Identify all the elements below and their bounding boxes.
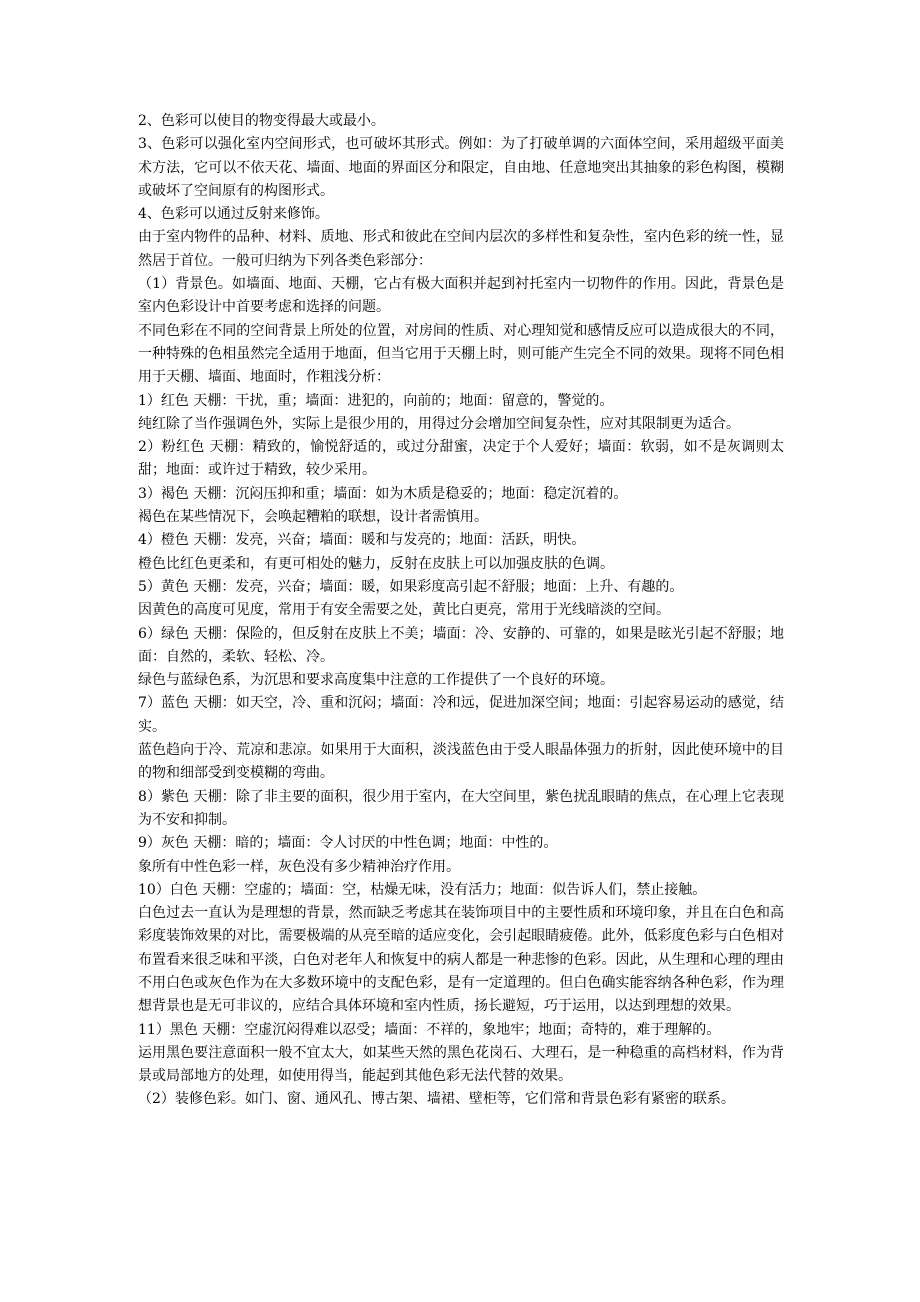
paragraph-gray: 9）灰色 天棚：暗的；墙面：令人讨厌的中性色调；地面：中性的。 <box>138 835 558 852</box>
paragraph-color-reflection: 4、色彩可以通过反射来修饰。 <box>138 206 329 223</box>
paragraph-hue-analysis-intro: 不同色彩在不同的空间背景上所处的位置，对房间的性质、对心理知觉和感情反应可以造成很大的不同，一种特殊的色相虽然完全适用于地面，但当它用于天棚上时，则可能产生完全不同的效果。现将不同色相用于天棚、墙面、地面时，作粗浅分析： <box>138 322 784 386</box>
paragraph-blue-note: 蓝色趋向于冷、荒凉和悲凉。如果用于大面积，淡浅蓝色由于受人眼晶体强力的折射，因此使环境中的目的物和细部受到变模糊的弯曲。 <box>138 742 784 782</box>
paragraph-green-note: 绿色与蓝绿色系，为沉思和要求高度集中注意的工作提供了一个良好的环境。 <box>138 672 614 689</box>
paragraph-purple: 8）紫色 天棚：除了非主要的面积，很少用于室内，在大空间里，紫色扰乱眼睛的焦点，在心理上它表现为不安和抑制。 <box>138 788 784 828</box>
paragraph-green: 6）绿色 天棚：保险的，但反射在皮肤上不美；墙面：冷、安静的、可靠的，如果是眩光引起不舒服；地面：自然的，柔软、轻松、冷。 <box>138 625 784 665</box>
paragraph-decoration-color: （2）装修色彩。如门、窗、通风孔、博古架、墙裙、壁柜等，它们常和背景色彩有紧密的联系。 <box>138 1091 735 1108</box>
paragraph-yellow: 5）黄色 天棚：发亮，兴奋；墙面：暖，如果彩度高引起不舒服；地面：上升、有趣的。 <box>138 578 684 595</box>
paragraph-orange: 4）橙色 天棚：发亮，兴奋；墙面：暖和与发亮的；地面：活跃，明快。 <box>138 532 586 549</box>
paragraph-background-color: （1）背景色。如墙面、地面、天棚，它占有极大面积并起到衬托室内一切物件的作用。因此，背景色是室内色彩设计中首要考虑和选择的问题。 <box>138 276 784 316</box>
paragraph-red: 1）红色 天棚：干扰，重；墙面：进犯的，向前的；地面：留意的，警觉的。 <box>138 392 614 409</box>
paragraph-brown-note: 褐色在某些情况下，会唤起糟粕的联想，设计者需慎用。 <box>138 509 488 526</box>
paragraph-blue: 7）蓝色 天棚：如天空，冷、重和沉闷；墙面：冷和远，促进加深空间；地面：引起容易运动的感觉，结实。 <box>138 695 784 735</box>
paragraph-red-note: 纯红除了当作强调色外，实际上是很少用的，用得过分会增加空间复杂性，应对其限制更为适合。 <box>138 415 740 432</box>
paragraph-white: 10）白色 天棚：空虚的；墙面：空，枯燥无味，没有活力；地面：似告诉人们，禁止接触。 <box>138 881 707 898</box>
paragraph-black-note: 运用黑色要注意面积一般不宜太大，如某些天然的黑色花岗石、大理石，是一种稳重的高档材料，作为背景或局部地方的处理，如使用得当，能起到其他色彩无法代替的效果。 <box>138 1044 784 1085</box>
paragraph-color-strengthen-space: 3、色彩可以强化室内空间形式，也可破坏其形式。例如：为了打破单调的六面体空间，采用超级平面美术方法，它可以不依天花、墙面、地面的界面区分和限定，自由地、任意地突出其抽象的彩色构图，模糊或破坏了空间原有的构图形式。 <box>138 136 784 199</box>
paragraph-black: 11）黑色 天棚：空虚沉闷得难以忍受；墙面：不祥的，象地牢；地面；奇特的，难于理解的。 <box>138 1021 721 1038</box>
paragraph-color-unity: 由于室内物件的品种、材料、质地、形式和彼此在空间内层次的多样性和复杂性，室内色彩的统一性，显然居于首位。一般可归纳为下列各类色彩部分： <box>138 229 784 269</box>
paragraph-pink: 2）粉红色 天棚：精致的，愉悦舒适的，或过分甜蜜，决定于个人爱好；墙面：软弱，如不是灰调则太甜；地面：或许过于精致，较少采用。 <box>138 439 784 479</box>
document-body <box>138 110 784 1112</box>
paragraph-brown: 3）褐色 天棚：沉闷压抑和重；墙面：如为木质是稳妥的；地面：稳定沉着的。 <box>138 485 628 502</box>
paragraph-yellow-note: 因黄色的高度可见度，常用于有安全需要之处，黄比白更亮，常用于光线暗淡的空间。 <box>138 602 670 619</box>
paragraph-color-enlarge: 2、色彩可以使目的物变得最大或最小。 <box>138 113 385 129</box>
paragraph-orange-note: 橙色比红色更柔和，有更可相处的魅力，反射在皮肤上可以加强皮肤的色调。 <box>138 555 614 572</box>
paragraph-gray-note: 象所有中性色彩一样，灰色没有多少精神治疗作用。 <box>138 858 460 875</box>
paragraph-white-note: 白色过去一直认为是理想的背景，然而缺乏考虑其在装饰项目中的主要性质和环境印象，并且在白色和高彩度装饰效果的对比，需要极端的从亮至暗的适应变化，会引起眼睛疲倦。此外，低彩度色彩与白色相对布置看来很乏味和平淡，白色对老年人和恢复中的病人都是一种悲惨的色彩。因此，从生理和心理的理由不用白色或灰色作为在大多数环境中的支配色彩，是有一定道理的。但白色确实能容纳各种色彩，作为理想背景也是无可非议的，应结合具体环境和室内性质，扬长避短，巧于运用，以达到理想的效果。 <box>138 905 784 1015</box>
